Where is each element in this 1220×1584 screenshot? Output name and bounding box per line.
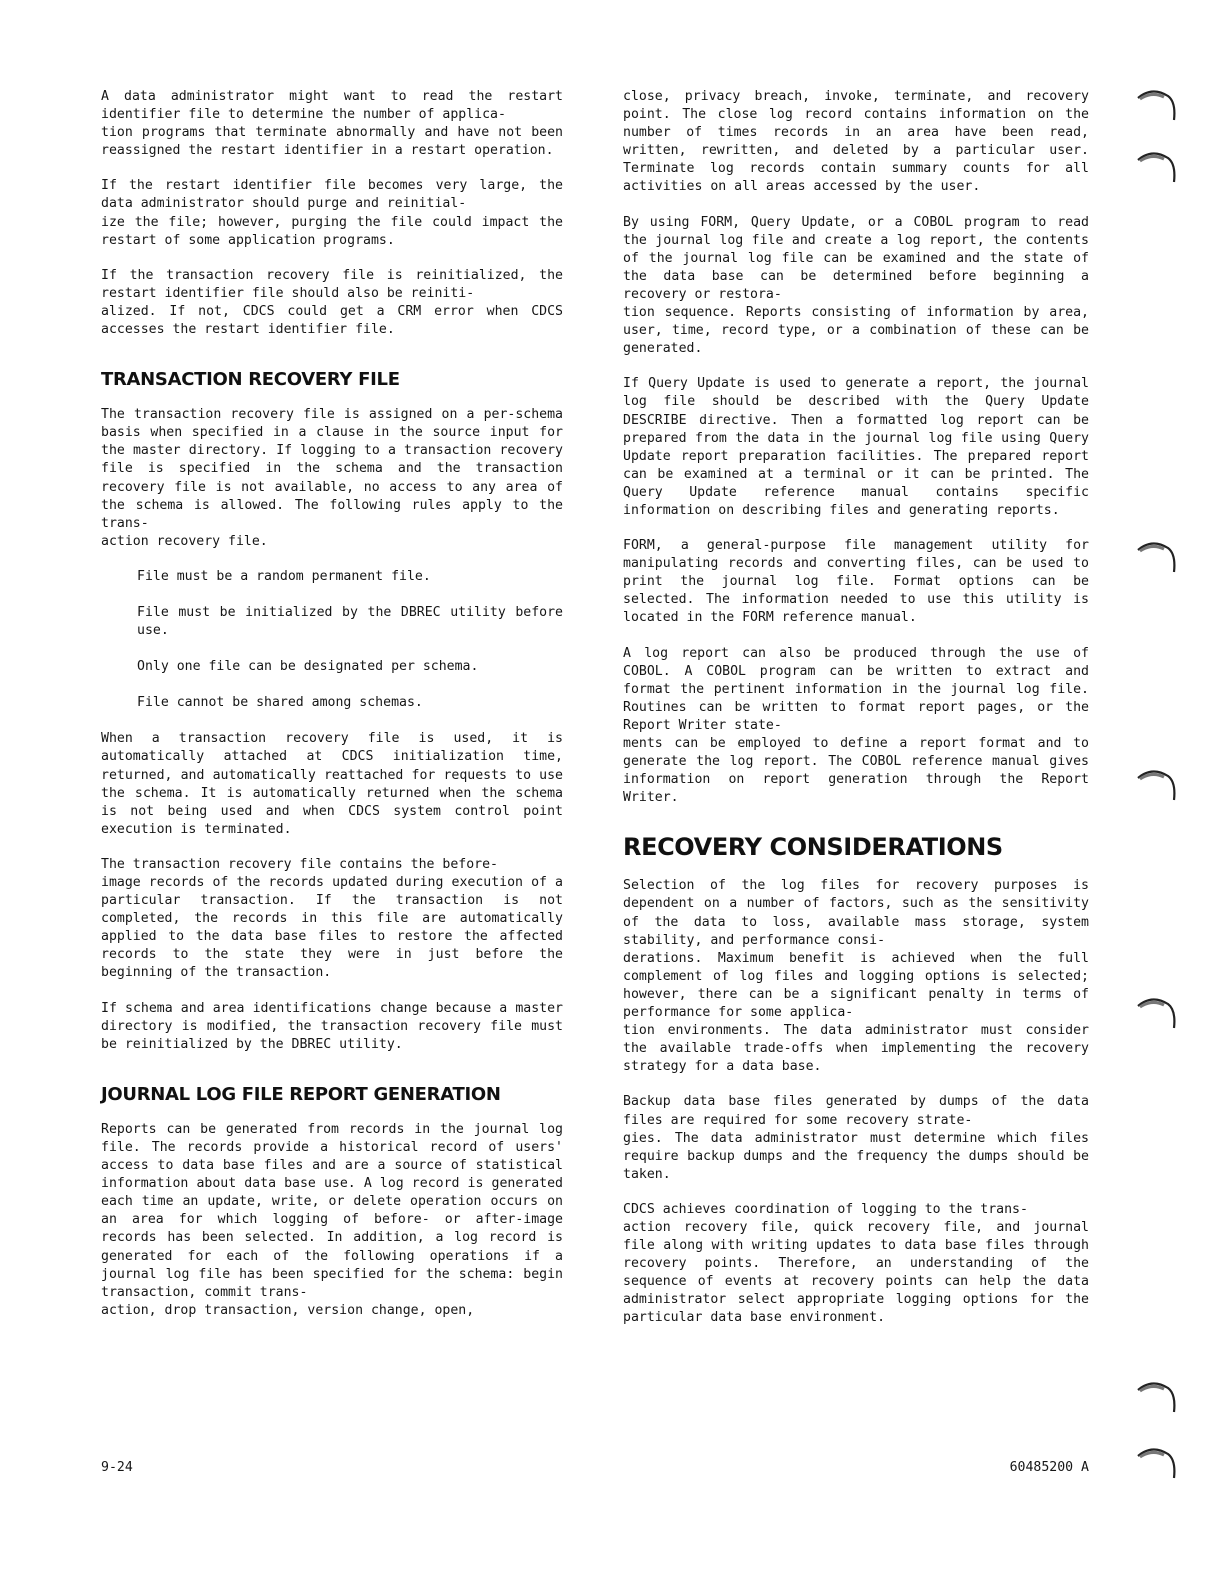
binding-hole-mark-icon bbox=[1134, 1380, 1178, 1416]
binding-hole-mark-icon bbox=[1134, 768, 1178, 804]
transaction-recovery-paragraph: The transaction recovery file contains the before- image records of the records updated during execution of a particular transaction. If the transaction is not completed, the records in this file are automatically applied to the data base files to restore the affected records to the state they were in just before the beginning of the transaction. bbox=[101, 856, 563, 981]
journal-log-paragraph: Reports can be generated from records in the journal log file. The records provide a historical record of users' access to data base files and are a source of statistical information about data base use. A log record is generated each time an update, write, or delete operation occurs on an area for which logging of before- or after-image records has been selected. In addition, a log record is generated for each of the following operations if a journal log file has been specified for the schema: begin transaction, commit trans- action, drop transaction, version change, open, bbox=[101, 1121, 563, 1318]
intro-paragraph-3: If the transaction recovery file is reinitialized, the restart identifier file should also be reiniti- alized. If not, CDCS could get a CRM error when CDCS accesses the restart identifier file. bbox=[101, 267, 563, 338]
rule-item: Only one file can be designated per schema. bbox=[137, 659, 479, 675]
binding-hole-mark-icon bbox=[1134, 540, 1178, 576]
document-number: 60485200 A bbox=[1009, 1460, 1089, 1475]
page-number: 9-24 bbox=[101, 1460, 133, 1475]
rule-item: File must be a random permanent file. bbox=[137, 568, 431, 584]
transaction-recovery-intro: The transaction recovery file is assigned on a per-schema basis when specified in a clause in the source input for the master directory. If logging to a transaction recovery file is specified in the schema and the transaction recovery file is not available, no access to any area of the schema is allowed. The following rules apply to the trans- action recovery file. bbox=[101, 407, 563, 549]
binding-hole-mark-icon bbox=[1134, 88, 1178, 124]
journal-log-continuation: close, privacy breach, invoke, terminate, and recovery point. The close log record contains information on the number of times records in an area have been read, written, rewritten, and deleted by a particular user. Terminate log records contain summary counts for all activities on all areas accessed by the user. bbox=[623, 89, 1089, 195]
intro-paragraph-1: A data administrator might want to read the restart identifier file to determine the number of applica- tion programs that terminate abnormally and have not been reassigned the restart identifier in a restart operation. bbox=[101, 89, 563, 159]
left-column bbox=[101, 88, 563, 1337]
query-update-paragraph: If Query Update is used to generate a report, the journal log file should be described with the Query Update DESCRIBE directive. Then a formatted log report can be prepared from the data in the journal log file using Query Update report preparation facilities. The prepared report can be examined at a terminal or it can be printed. The Query Update reference manual contains specific information on describing files and generating reports. bbox=[623, 376, 1089, 518]
journal-log-heading: JOURNAL LOG FILE REPORT GENERATION bbox=[101, 1083, 501, 1105]
intro-paragraph-2: If the restart identifier file becomes very large, the data administrator should purge and reinitial- ize the file; however, purging the file could impact the restart of some application programs. bbox=[101, 178, 563, 248]
rule-item: File cannot be shared among schemas. bbox=[137, 695, 423, 711]
rule-item: File must be initialized by the DBREC utility before use. bbox=[137, 604, 563, 639]
transaction-recovery-heading: TRANSACTION RECOVERY FILE bbox=[101, 369, 400, 391]
transaction-recovery-paragraph: When a transaction recovery file is used, it is automatically attached at CDCS initialization time, returned, and automatically reattached for requests to use the schema. It is automatically returned when the schema is not being used and when CDCS system control point execution is terminated. bbox=[101, 731, 563, 837]
recovery-paragraph: Selection of the log files for recovery purposes is dependent on a number of factors, such as the sensitivity of the data to loss, available mass storage, system stability, and performance consi- derations. Maximum benefit is achieved when the full complement of log files and logging options is selected; however, there can be a significant penalty in terms of performance for some applica- tion environments. The data administrator must consider the available trade-offs when implementing the recovery strategy for a data base. bbox=[623, 878, 1089, 1075]
binding-hole-mark-icon bbox=[1134, 996, 1178, 1032]
recovery-considerations-heading: RECOVERY CONSIDERATIONS bbox=[623, 833, 1003, 862]
recovery-paragraph: CDCS achieves coordination of logging to the trans- action recovery file, quick recovery file, and journal file along with writing updates to data base files through recovery points. Therefore, an understanding of the sequence of events at recovery points can help the data administrator select appropriate logging options for the particular data base environment. bbox=[623, 1201, 1089, 1326]
recovery-paragraph: Backup data base files generated by dumps of the data files are required for some recovery strate- gies. The data administrator must determine which files require backup dumps and the frequency the dumps should be taken. bbox=[623, 1094, 1089, 1182]
right-column bbox=[623, 88, 1089, 1345]
log-report-paragraph: By using FORM, Query Update, or a COBOL program to read the journal log file and create a log report, the contents of the journal log file can be examined and the state of the data base can be determined before beginning a recovery or restora- tion sequence. Reports consisting of information by area, user, time, record type, or a combination of these can be generated. bbox=[623, 214, 1089, 357]
binding-hole-mark-icon bbox=[1134, 150, 1178, 186]
form-utility-paragraph: FORM, a general-purpose file management utility for manipulating records and converting files, can be used to print the journal log file. Format options can be selected. The information needed to use this utility is located in the FORM reference manual. bbox=[623, 538, 1089, 626]
cobol-paragraph: A log report can also be produced through the use of COBOL. A COBOL program can be written to extract and format the pertinent information in the journal log file. Routines can be written to format report pages, or the Report Writer state- ments can be employed to define a report format and to generate the log report. The COBOL reference manual gives information on report generation through the Report Writer. bbox=[623, 645, 1089, 806]
binding-hole-mark-icon bbox=[1134, 1446, 1178, 1482]
transaction-recovery-paragraph: If schema and area identifications change because a master directory is modified, the transaction recovery file must be reinitialized by the DBREC utility. bbox=[101, 1000, 563, 1052]
